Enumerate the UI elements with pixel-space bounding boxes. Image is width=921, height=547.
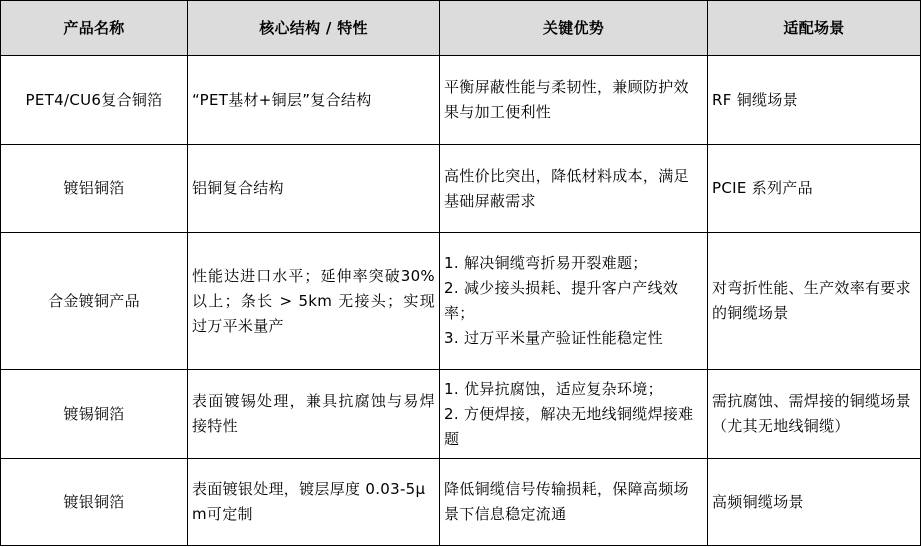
scene-cell: 对弯折性能、生产效率有要求的铜缆场景 — [708, 233, 921, 370]
header-product-name: 产品名称 — [1, 1, 188, 56]
table-row — [1, 370, 921, 459]
table-header-row — [1, 1, 921, 56]
advantage-line: 1. 解决铜缆弯折易开裂难题； — [444, 254, 648, 272]
table-row — [1, 233, 921, 370]
product-name-cell: 镀锡铜箔 — [1, 370, 188, 459]
table-row — [1, 459, 921, 546]
structure-cell: 铝铜复合结构 — [188, 145, 440, 233]
scene-cell: PCIE 系列产品 — [708, 145, 921, 233]
product-name-cell: 合金镀铜产品 — [1, 233, 188, 370]
advantage-line: 1. 优异抗腐蚀，适应复杂环境； — [444, 379, 663, 398]
advantage-cell: 降低铜缆信号传输损耗，保障高频场景下信息稳定流通 — [440, 459, 708, 546]
table-row — [1, 56, 921, 145]
advantage-cell: 平衡屏蔽性能与柔韧性，兼顾防护效果与加工便利性 — [440, 56, 708, 145]
product-name-cell: 镀银铜箔 — [1, 459, 188, 546]
structure-cell: 表面镀银处理，镀层厚度 0.03-5μm可定制 — [188, 459, 440, 546]
structure-cell: “PET基材+铜层”复合结构 — [188, 56, 440, 145]
scene-cell: 高频铜缆场景 — [708, 459, 921, 546]
structure-cell: 性能达进口水平；延伸率突破30% 以上；条长 > 5km 无接头；实现过万平米量产 — [188, 233, 440, 370]
advantage-line: 2. 减少接头损耗、提升客户产线效率； — [444, 279, 679, 322]
table-row — [1, 145, 921, 233]
advantage-cell — [440, 370, 708, 459]
header-application-scene: 适配场景 — [708, 1, 921, 56]
advantage-cell — [440, 233, 708, 370]
scene-cell: RF 铜缆场景 — [708, 56, 921, 145]
header-key-advantage: 关键优势 — [440, 1, 708, 56]
header-core-structure: 核心结构 / 特性 — [188, 1, 440, 56]
product-name-cell: PET4/CU6复合铜箔 — [1, 56, 188, 145]
advantage-line: 3. 过万平米量产验证性能稳定性 — [444, 329, 663, 347]
advantage-line: 2. 方便焊接，解决无地线铜缆焊接难题 — [444, 404, 694, 448]
structure-cell: 表面镀锡处理，兼具抗腐蚀与易焊接特性 — [188, 370, 440, 459]
advantage-cell: 高性价比突出，降低材料成本，满足基础屏蔽需求 — [440, 145, 708, 233]
product-name-cell: 镀铝铜箔 — [1, 145, 188, 233]
scene-cell: 需抗腐蚀、需焊接的铜缆场景（尤其无地线铜缆） — [708, 370, 921, 459]
